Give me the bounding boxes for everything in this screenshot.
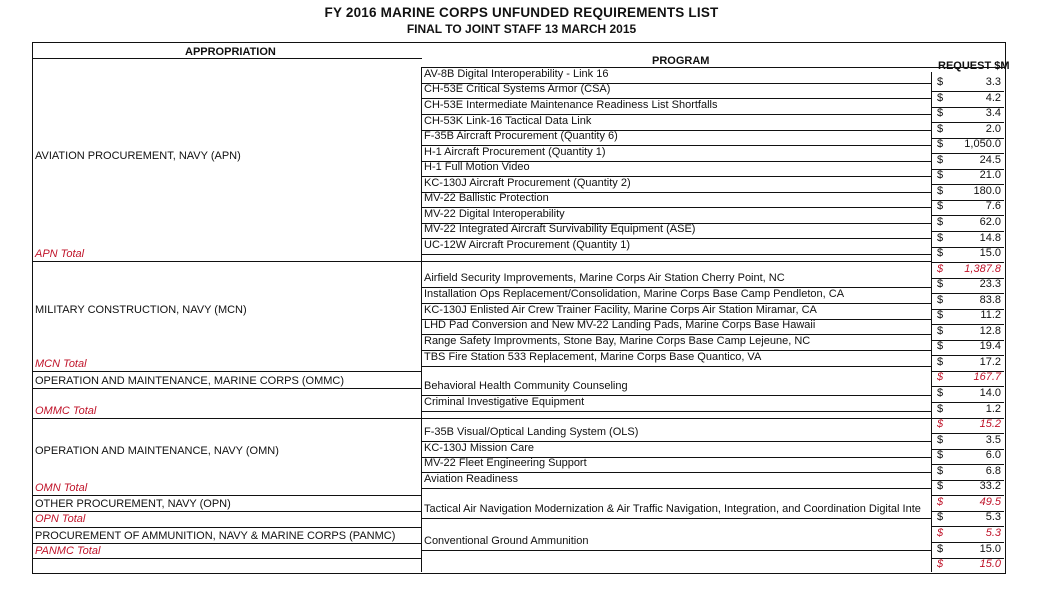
- program-row-rule: [421, 488, 932, 489]
- program-row: KC-130J Aircraft Procurement (Quantity 2): [424, 177, 631, 189]
- program-row-rule: [421, 550, 932, 551]
- currency-symbol: $: [937, 247, 944, 259]
- currency-symbol: $: [937, 216, 944, 228]
- program-row-rule: [421, 518, 932, 519]
- request-amount: 15.0: [979, 543, 1001, 555]
- currency-symbol: $: [937, 340, 944, 352]
- amount-row-rule: [931, 573, 1004, 574]
- total-apn: APN Total: [35, 248, 85, 260]
- section-rule: [32, 495, 422, 496]
- currency-symbol: $: [937, 154, 944, 166]
- currency-symbol: $: [937, 496, 944, 508]
- request-amount: 180.0: [973, 185, 1001, 197]
- program-row: AV-8B Digital Interoperability - Link 16: [424, 68, 609, 80]
- currency-symbol: $: [937, 465, 944, 477]
- currency-symbol: $: [937, 200, 944, 212]
- request-amount: 7.6: [985, 200, 1001, 212]
- request-amount: 3.4: [985, 107, 1001, 119]
- request-amount: 14.0: [979, 387, 1001, 399]
- program-row: Conventional Ground Ammunition: [424, 535, 589, 547]
- program-row: Range Safety Improvments, Stone Bay, Marine Corps Base Camp Lejeune, NC: [424, 335, 811, 347]
- program-row: Airfield Security Improvements, Marine Corps Air Station Cherry Point, NC: [424, 272, 785, 284]
- request-amount: 19.4: [979, 340, 1001, 352]
- currency-symbol: $: [937, 527, 944, 539]
- currency-symbol: $: [937, 309, 944, 321]
- header-program: PROGRAM: [652, 55, 710, 67]
- currency-symbol: $: [937, 138, 944, 150]
- program-row: H-1 Full Motion Video: [424, 161, 530, 173]
- total-panmc: PANMC Total: [35, 545, 101, 557]
- program-row: F-35B Aircraft Procurement (Quantity 6): [424, 130, 618, 142]
- currency-symbol: $: [937, 232, 944, 244]
- total-amount: 167.7: [973, 371, 1001, 383]
- currency-symbol: $: [937, 434, 944, 446]
- currency-symbol: $: [937, 449, 944, 461]
- section-rule: [32, 527, 422, 528]
- request-amount: 23.3: [979, 278, 1001, 290]
- total-amount: 5.3: [985, 527, 1001, 539]
- appropriation-ommc: OPERATION AND MAINTENANCE, MARINE CORPS (OMMC): [35, 375, 345, 387]
- request-amount: 12.8: [979, 325, 1001, 337]
- appropriation-panmc: PROCUREMENT OF AMMUNITION, NAVY & MARINE CORPS (PANMC): [35, 530, 396, 542]
- program-row: MV-22 Integrated Aircraft Survivability Equipment (ASE): [424, 223, 696, 235]
- currency-symbol: $: [937, 387, 944, 399]
- currency-symbol: $: [937, 371, 944, 383]
- request-amount: 62.0: [979, 216, 1001, 228]
- appropriation-omn: OPERATION AND MAINTENANCE, NAVY (OMN): [35, 445, 279, 457]
- currency-symbol: $: [937, 263, 944, 275]
- program-row: LHD Pad Conversion and New MV-22 Landing Pads, Marine Corps Base Hawaii: [424, 319, 816, 331]
- program-row-rule: [421, 366, 932, 367]
- currency-symbol: $: [937, 107, 944, 119]
- program-row-rule: [421, 411, 932, 412]
- program-row: Criminal Investigative Equipment: [424, 396, 585, 408]
- section-rule: [32, 558, 422, 559]
- request-amount: 15.0: [979, 247, 1001, 259]
- section-rule: [32, 418, 932, 419]
- total-amount: 49.5: [979, 496, 1001, 508]
- program-row: CH-53K Link-16 Tactical Data Link: [424, 115, 592, 127]
- currency-symbol: $: [937, 185, 944, 197]
- currency-symbol: $: [937, 169, 944, 181]
- header-appropriation: APPROPRIATION: [185, 46, 276, 58]
- request-amount: 83.8: [979, 294, 1001, 306]
- program-row: Tactical Air Navigation Modernization & Air Traffic Navigation, Integration, and Coordination Digital Inte: [424, 503, 921, 515]
- request-amount: 33.2: [979, 480, 1001, 492]
- request-amount: 4.2: [985, 92, 1001, 104]
- program-row: TBS Fire Station 533 Replacement, Marine Corps Base Quantico, VA: [424, 351, 762, 363]
- document-title: FY 2016 MARINE CORPS UNFUNDED REQUIREMENTS LIST: [324, 5, 719, 20]
- section-rule: [32, 371, 422, 372]
- currency-symbol: $: [937, 511, 944, 523]
- currency-symbol: $: [937, 76, 944, 88]
- appropriation-header-rule: [32, 58, 422, 59]
- request-amount: 17.2: [979, 356, 1001, 368]
- appropriation-opn: OTHER PROCUREMENT, NAVY (OPN): [35, 498, 231, 510]
- program-row: MV-22 Ballistic Protection: [424, 192, 549, 204]
- currency-symbol: $: [937, 480, 944, 492]
- request-amount: 1,050.0: [964, 138, 1001, 150]
- document-subtitle: FINAL TO JOINT STAFF 13 MARCH 2015: [406, 22, 637, 36]
- currency-symbol: $: [937, 543, 944, 555]
- total-amount: 1,387.8: [964, 263, 1001, 275]
- program-row: KC-130J Enlisted Air Crew Trainer Facility, Marine Corps Air Station Miramar, CA: [424, 304, 817, 316]
- total-omn: OMN Total: [35, 482, 88, 494]
- program-row: F-35B Visual/Optical Landing System (OLS): [424, 426, 639, 438]
- program-row: Behavioral Health Community Counseling: [424, 380, 628, 392]
- appropriation-mcn: MILITARY CONSTRUCTION, NAVY (MCN): [35, 304, 247, 316]
- program-row: MV-22 Fleet Engineering Support: [424, 457, 587, 469]
- total-mcn: MCN Total: [35, 358, 87, 370]
- request-amount: 1.2: [985, 403, 1001, 415]
- request-amount: 3.3: [985, 76, 1001, 88]
- request-amount: 24.5: [979, 154, 1001, 166]
- program-row-rule: [421, 254, 932, 255]
- program-row: Installation Ops Replacement/Consolidation, Marine Corps Base Camp Pendleton, CA: [424, 288, 845, 300]
- program-row: MV-22 Digital Interoperability: [424, 208, 565, 220]
- appropriation-apn: AVIATION PROCUREMENT, NAVY (APN): [35, 150, 241, 162]
- section-rule: [32, 261, 932, 262]
- request-amount: 11.2: [980, 309, 1001, 321]
- request-amount: 14.8: [979, 232, 1001, 244]
- currency-symbol: $: [937, 325, 944, 337]
- total-opn: OPN Total: [35, 513, 86, 525]
- request-column-divider: [931, 72, 932, 572]
- section-rule: [32, 543, 422, 544]
- request-amount: 21.0: [979, 169, 1001, 181]
- header-request: REQUEST $M: [938, 60, 1010, 72]
- program-row: UC-12W Aircraft Procurement (Quantity 1): [424, 239, 631, 251]
- total-amount: 15.2: [979, 418, 1001, 430]
- section-rule: [32, 388, 422, 389]
- currency-symbol: $: [937, 356, 944, 368]
- program-row: KC-130J Mission Care: [424, 442, 535, 454]
- currency-symbol: $: [937, 123, 944, 135]
- currency-symbol: $: [937, 418, 944, 430]
- program-row: CH-53E Intermediate Maintenance Readiness List Shortfalls: [424, 99, 718, 111]
- currency-symbol: $: [937, 278, 944, 290]
- request-amount: 6.0: [985, 449, 1001, 461]
- request-amount: 6.8: [985, 465, 1001, 477]
- program-row: Aviation Readiness: [424, 473, 518, 485]
- section-rule: [32, 511, 422, 512]
- currency-symbol: $: [937, 92, 944, 104]
- currency-symbol: $: [937, 403, 944, 415]
- request-amount: 3.5: [985, 434, 1001, 446]
- currency-symbol: $: [937, 294, 944, 306]
- program-row: CH-53E Critical Systems Armor (CSA): [424, 83, 611, 95]
- request-amount: 2.0: [985, 123, 1001, 135]
- request-amount: 5.3: [985, 511, 1001, 523]
- currency-symbol: $: [937, 558, 944, 570]
- program-row: H-1 Aircraft Procurement (Quantity 1): [424, 146, 606, 158]
- total-ommc: OMMC Total: [35, 405, 97, 417]
- total-amount: 15.0: [979, 558, 1001, 570]
